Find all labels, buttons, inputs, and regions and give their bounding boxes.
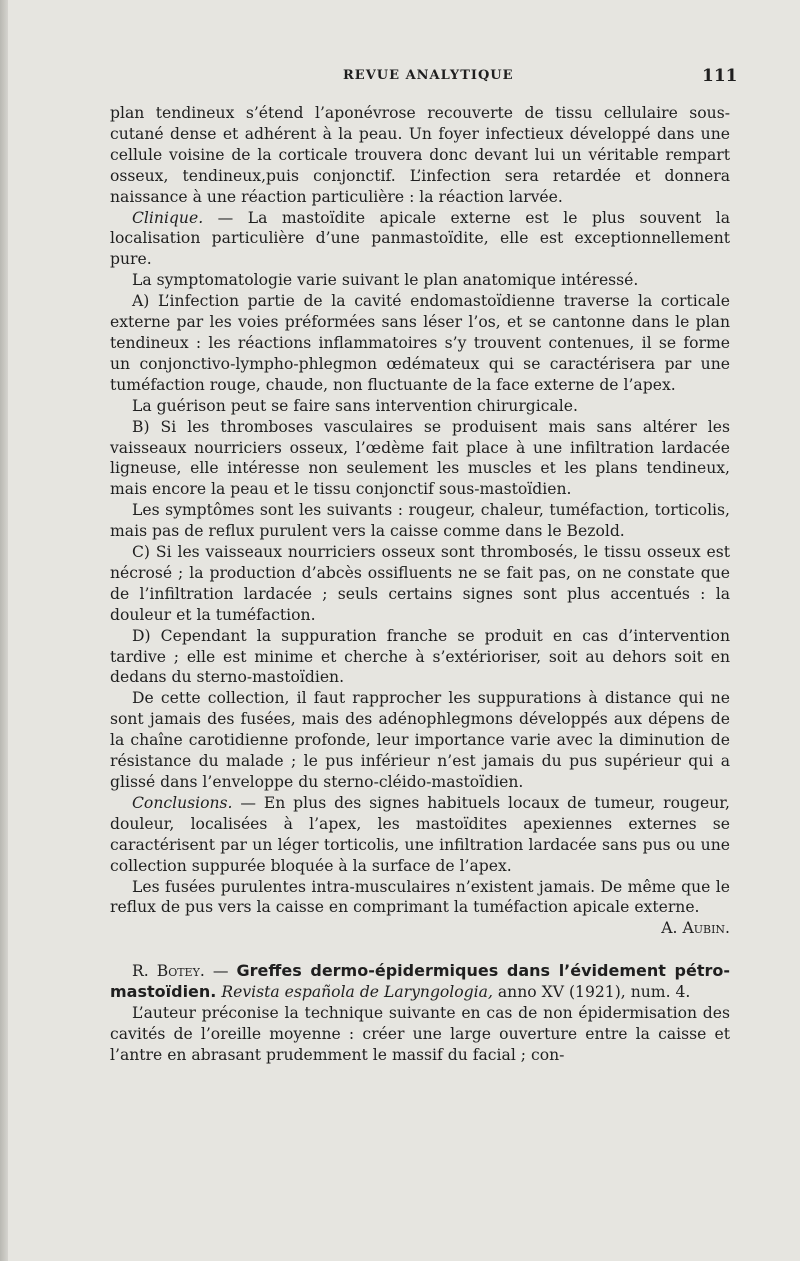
paragraph: plan tendineux s’étend l’aponévrose recouverte de tissu cellulaire sous-cutané dense et adhérent à la peau. Un foyer infectieux développé dans une cellule voisine de la corticale trouvera donc devant lui un véritable rempart osseux, tendineux,puis conjonctif. L’infection sera retardée et donnera naissance à une réaction particulière : la réaction larvée.: [110, 104, 730, 206]
author-signature: A. Aubin.: [661, 919, 730, 938]
section-label: Clinique.: [132, 208, 204, 227]
paragraph: La symptomatologie varie suivant le plan anatomique intéressé.: [132, 271, 639, 290]
paragraph-conclusions: [110, 793, 730, 877]
review-heading: [110, 961, 730, 1003]
paragraph-clinique: [110, 208, 730, 271]
paragraph-text: La mastoïdite apicale externe est le plus souvent la localisation particulière d’une panmastoïdite, elle est exceptionnellement pure.: [110, 208, 731, 269]
review-author: R. Botey.: [132, 962, 205, 981]
review-dash: —: [204, 962, 237, 981]
label-dash: —: [232, 793, 264, 812]
running-title: REVUE ANALYTIQUE: [343, 68, 514, 83]
page-header: [0, 66, 800, 90]
article-body: [110, 103, 730, 1066]
review-journal: Revista española de Laryngologia,: [221, 983, 493, 1002]
paragraph: De cette collection, il faut rapprocher les suppurations à distance qui ne sont jamais des fusées, mais des adénophlegmons développés aux dépens de la chaîne carotidienne profonde, leur importance varie avec la diminution de résistance du malade ; le pus inférieur n’est jamais du pus supérieur qui a glissé dans l’enveloppe du sterno-cléido-mastoïdien.: [110, 689, 730, 791]
paragraph: La guérison peut se faire sans intervention chirurgicale.: [132, 396, 578, 415]
paragraph: A) L’infection partie de la cavité endomastoïdienne traverse la corticale externe par les voies préformées sans léser l’os, et se cantonne dans le plan tendineux : les réactions inflammatoires s’y trouvent contenues, il se forme un conjonctivo-lympho-phlegmon œdémateux qui se caractérisera par une tuméfaction rouge, chaude, non fluctuante de la face externe de l’apex.: [110, 292, 730, 394]
label-dash: —: [203, 208, 248, 227]
paragraph: Les fusées purulentes intra-musculaires n’existent jamais. De même que le reflux de pus vers la caisse en comprimant la tuméfaction apicale externe.: [110, 877, 730, 917]
review-title: Greffes dermo-épidermiques dans l’évidement pétro-mastoïdien.: [110, 961, 731, 1002]
paragraph: C) Si les vaisseaux nourriciers osseux sont thrombosés, le tissu osseux est nécrosé ; la production d’abcès ossifluents ne se fait pas, on ne constate que de l’infiltration lardacée ; seuls certains signes sont plus accentués : la douleur et la tuméfaction.: [110, 543, 730, 624]
paragraph-text: En plus des signes habituels locaux de tumeur, rougeur, douleur, localisées à l’apex, les mastoïdites apexiennes externes se caractérisent par un léger torticolis, une infiltration lardacée sans pus ou une collection suppurée bloquée à la surface de l’apex.: [110, 793, 730, 875]
review-entry: [110, 961, 730, 1066]
section-label: Conclusions.: [132, 793, 233, 812]
review-paragraph: L’auteur préconise la technique suivante en cas de non épidermisation des cavités de l’oreille moyenne : créer une large ouverture entre la caisse et l’antre en abrasant prudemment le massif du facial ; con-: [110, 1004, 730, 1064]
paragraph: Les symptômes sont les suivants : rougeur, chaleur, tuméfaction, torticolis, mais pas de reflux purulent vers la caisse comme dans le Bezold.: [110, 501, 730, 541]
page-number: 111: [702, 66, 738, 86]
paragraph: B) Si les thromboses vasculaires se produisent mais sans altérer les vaisseaux nourriciers osseux, l’œdème fait place à une infiltration lardacée ligneuse, elle intéresse non seulement les muscles et les plans tendineux, mais encore la peau et le tissu conjonctif sous-mastoïdien.: [110, 417, 730, 499]
review-details: anno XV (1921), num. 4.: [497, 983, 691, 1002]
paragraph: D) Cependant la suppuration franche se produit en cas d’intervention tardive ; elle est minime et cherche à s’extérioriser, soit au dehors soit en dedans du sterno-mastoïdien.: [110, 626, 730, 687]
